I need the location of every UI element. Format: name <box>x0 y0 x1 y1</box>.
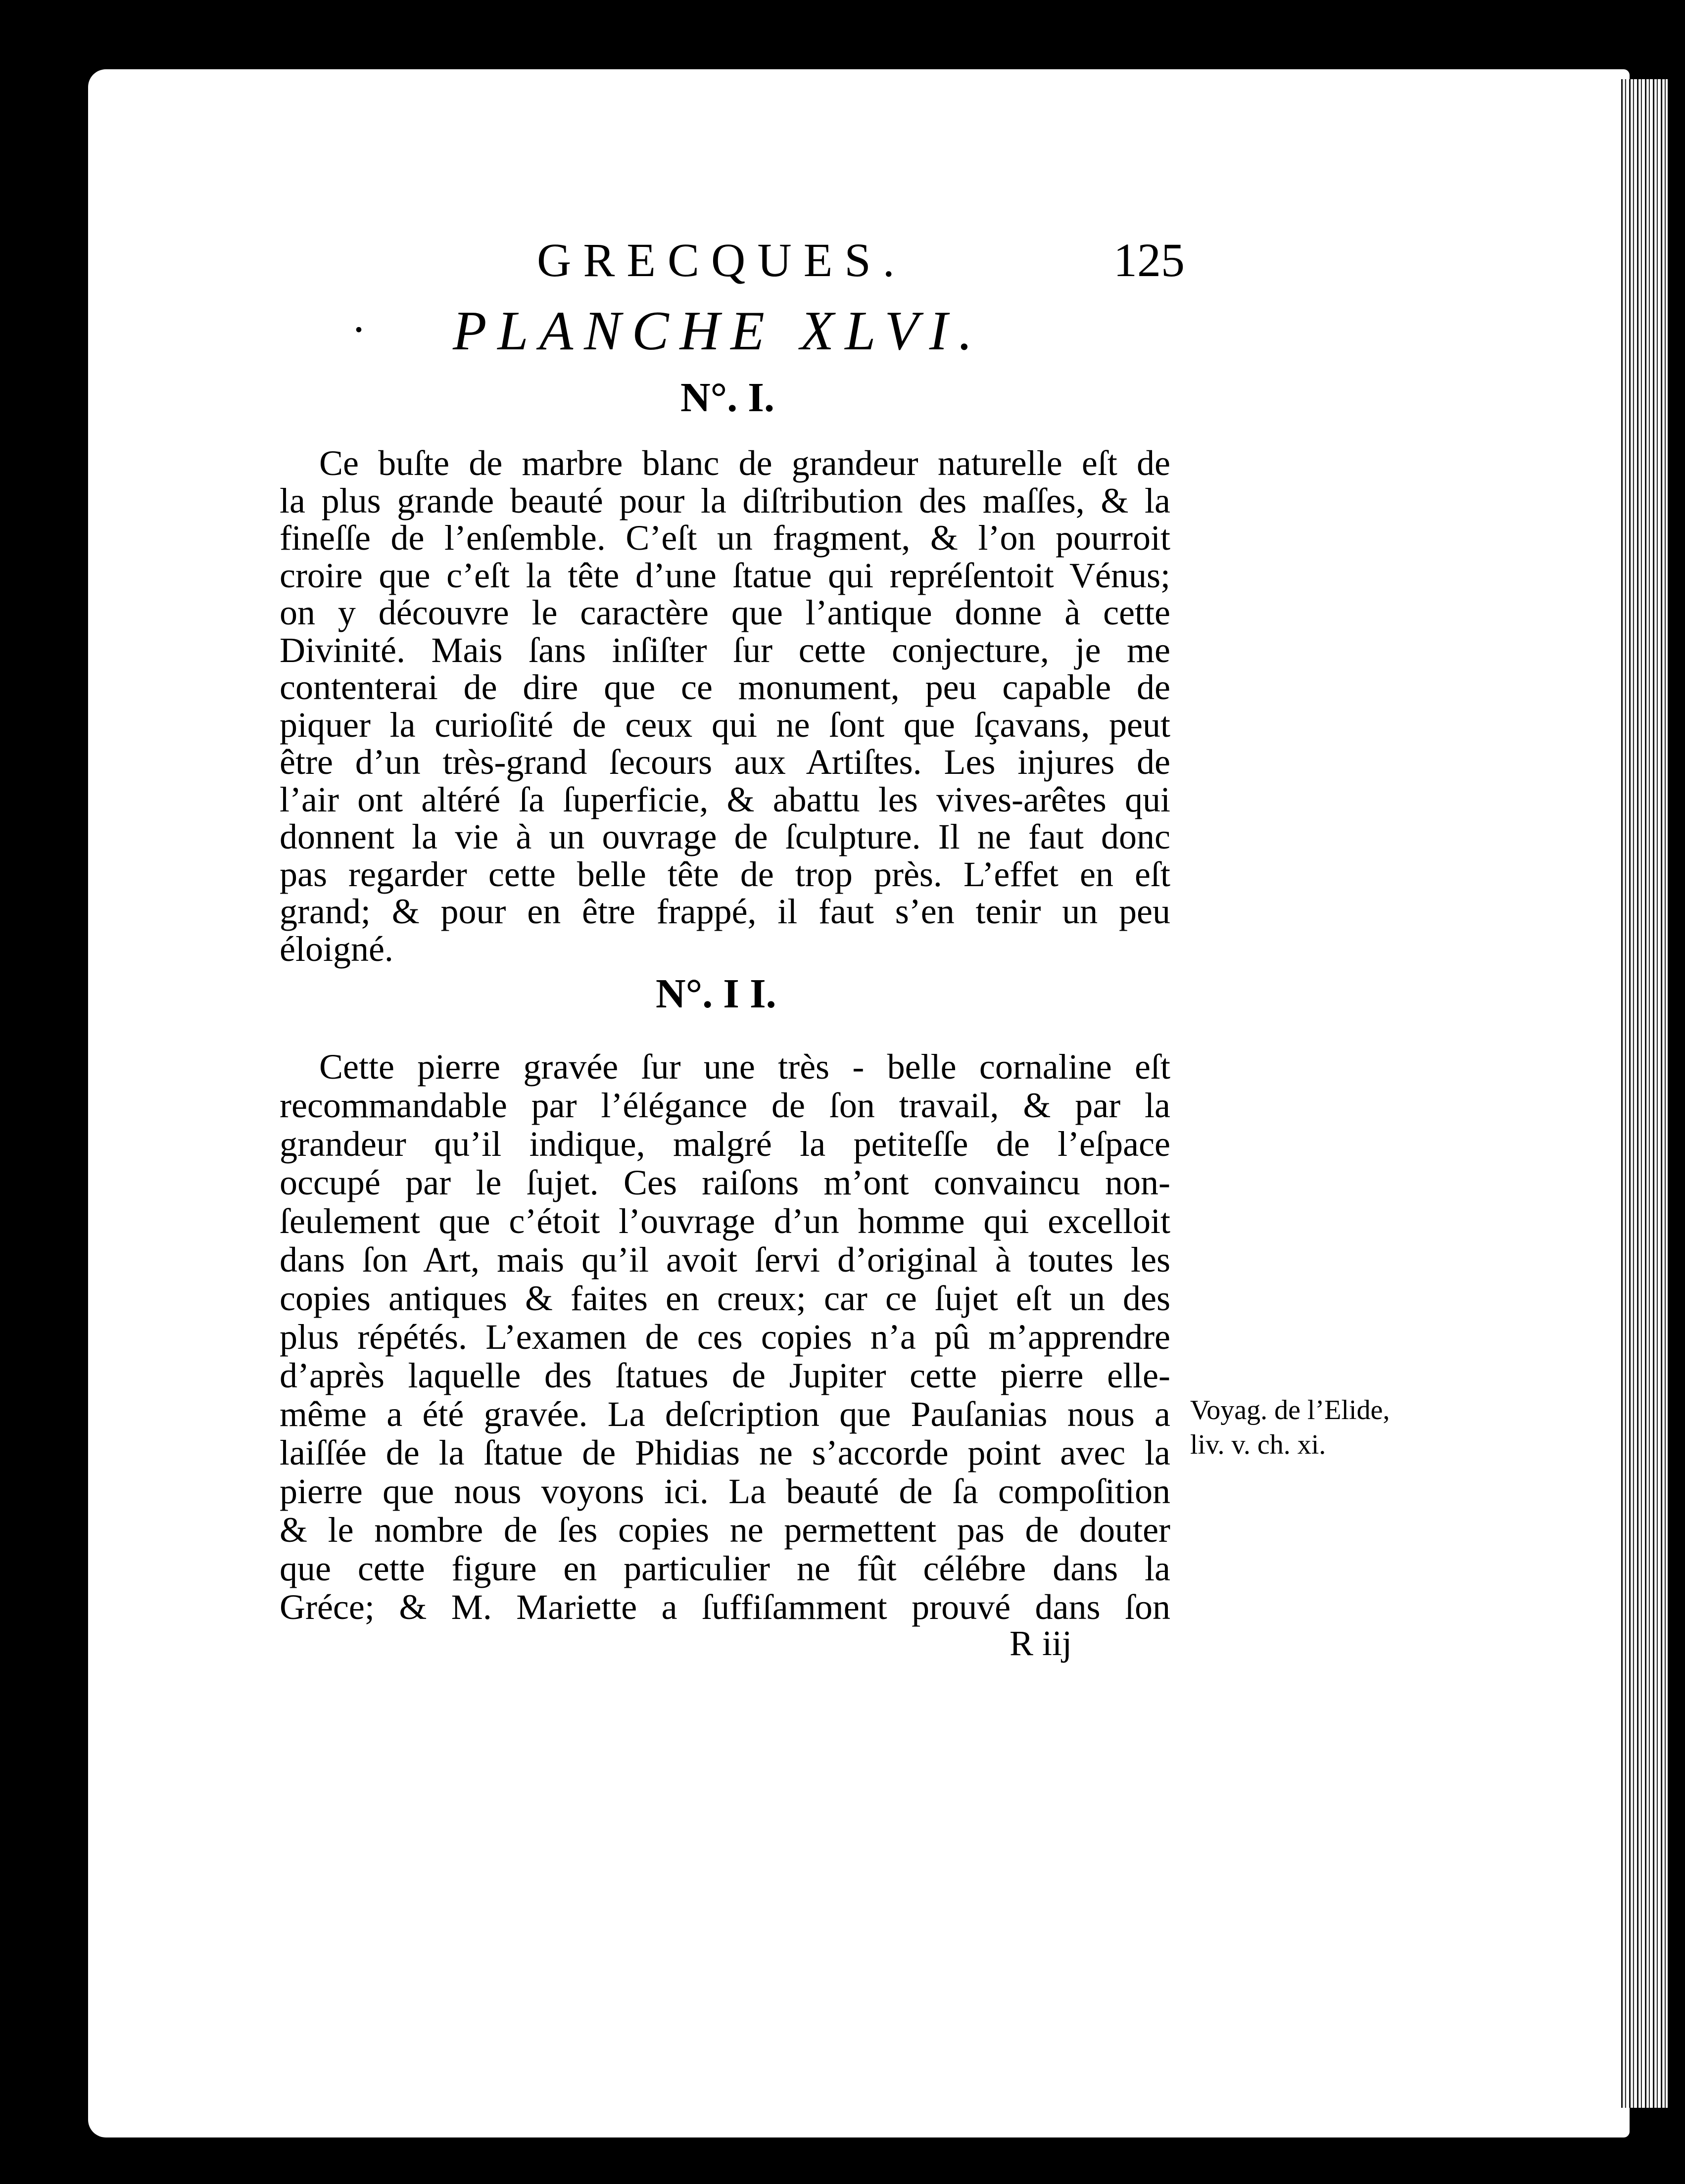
signature-mark: R iij <box>1010 1623 1072 1663</box>
text-line: l’air ont altéré ſa ſuperficie, & abattu les vives-arêtes qui <box>280 779 1170 819</box>
text-line: la plus grande beauté pour la diſtribution des maſſes, & la <box>280 480 1170 521</box>
text-line: même a été gravée. La deſcription que Pauſanias nous a <box>280 1394 1170 1434</box>
text-line: pierre que nous voyons ici. La beauté de ſa compoſition <box>280 1472 1170 1511</box>
text-line: on y découvre le caractère que l’antique donne à cette <box>280 593 1170 632</box>
text-line: grandeur qu’il indique, malgré la petiteſſe de l’eſpace <box>280 1124 1170 1164</box>
text-line: croire que c’eſt la tête d’une ſtatue qui repréſentoit Vénus; <box>280 555 1170 595</box>
text-line: pas regarder cette belle tête de trop près. L’effet en eſt <box>280 854 1170 894</box>
text-line: grand; & pour en être frappé, il faut s’en tenir un peu <box>280 892 1170 931</box>
text-line: donnent la vie à un ouvrage de ſculpture. Il ne faut donc <box>280 817 1170 856</box>
stray-mark: · <box>351 305 366 354</box>
text-line: être d’un très-grand ſecours aux Artiſtes. Les injures de <box>280 742 1170 782</box>
text-line: éloigné. <box>280 929 393 969</box>
text-line: d’après laquelle des ſtatues de Jupiter cette pierre elle- <box>280 1356 1170 1395</box>
page-edges <box>1618 79 1668 2108</box>
margin-note-line-2: liv. v. ch. xi. <box>1190 1429 1326 1460</box>
page-number: 125 <box>1113 234 1185 286</box>
running-head: GRECQUES. <box>537 234 907 286</box>
text-line: Cette pierre gravée ſur une très - belle cornaline eſt <box>319 1047 1170 1087</box>
section-heading-1: N°. I. <box>680 375 774 421</box>
text-line: fineſſe de l’enſemble. C’eſt un fragment, & l’on pourroit <box>280 518 1170 558</box>
text-line: dans ſon Art, mais qu’il avoit ſervi d’original à toutes les <box>280 1240 1170 1280</box>
text-line: laiſſée de la ſtatue de Phidias ne s’accorde point avec la <box>280 1433 1170 1472</box>
plate-title: PLANCHE XLVI. <box>453 300 984 362</box>
text-line: occupé par le ſujet. Ces raiſons m’ont convaincu non- <box>280 1163 1170 1202</box>
text-line: piquer la curioſité de ceux qui ne ſont que ſçavans, peut <box>280 705 1170 745</box>
section-heading-2: N°. I I. <box>656 971 776 1017</box>
text-line: que cette figure en particulier ne fût célébre dans la <box>280 1549 1170 1588</box>
text-line: Gréce; & M. Mariette a ſuffiſamment prouvé dans ſon <box>280 1587 1170 1627</box>
margin-note-line-1: Voyag. de l’Elide, <box>1190 1395 1390 1425</box>
text-line: ſeulement que c’étoit l’ouvrage d’un homme qui excelloit <box>280 1201 1170 1241</box>
text-line: copies antiques & faites en creux; car ce ſujet eſt un des <box>280 1279 1170 1318</box>
text-line: plus répétés. L’examen de ces copies n’a pû m’apprendre <box>280 1317 1170 1357</box>
text-line: recommandable par l’élégance de ſon travail, & par la <box>280 1086 1170 1125</box>
text-line: & le nombre de ſes copies ne permettent pas de douter <box>280 1510 1170 1550</box>
text-line: Ce buſte de marbre blanc de grandeur naturelle eſt de <box>319 443 1170 483</box>
text-line: contenterai de dire que ce monument, peu capable de <box>280 667 1170 707</box>
text-line: Divinité. Mais ſans inſiſter ſur cette conjecture, je me <box>280 630 1170 670</box>
